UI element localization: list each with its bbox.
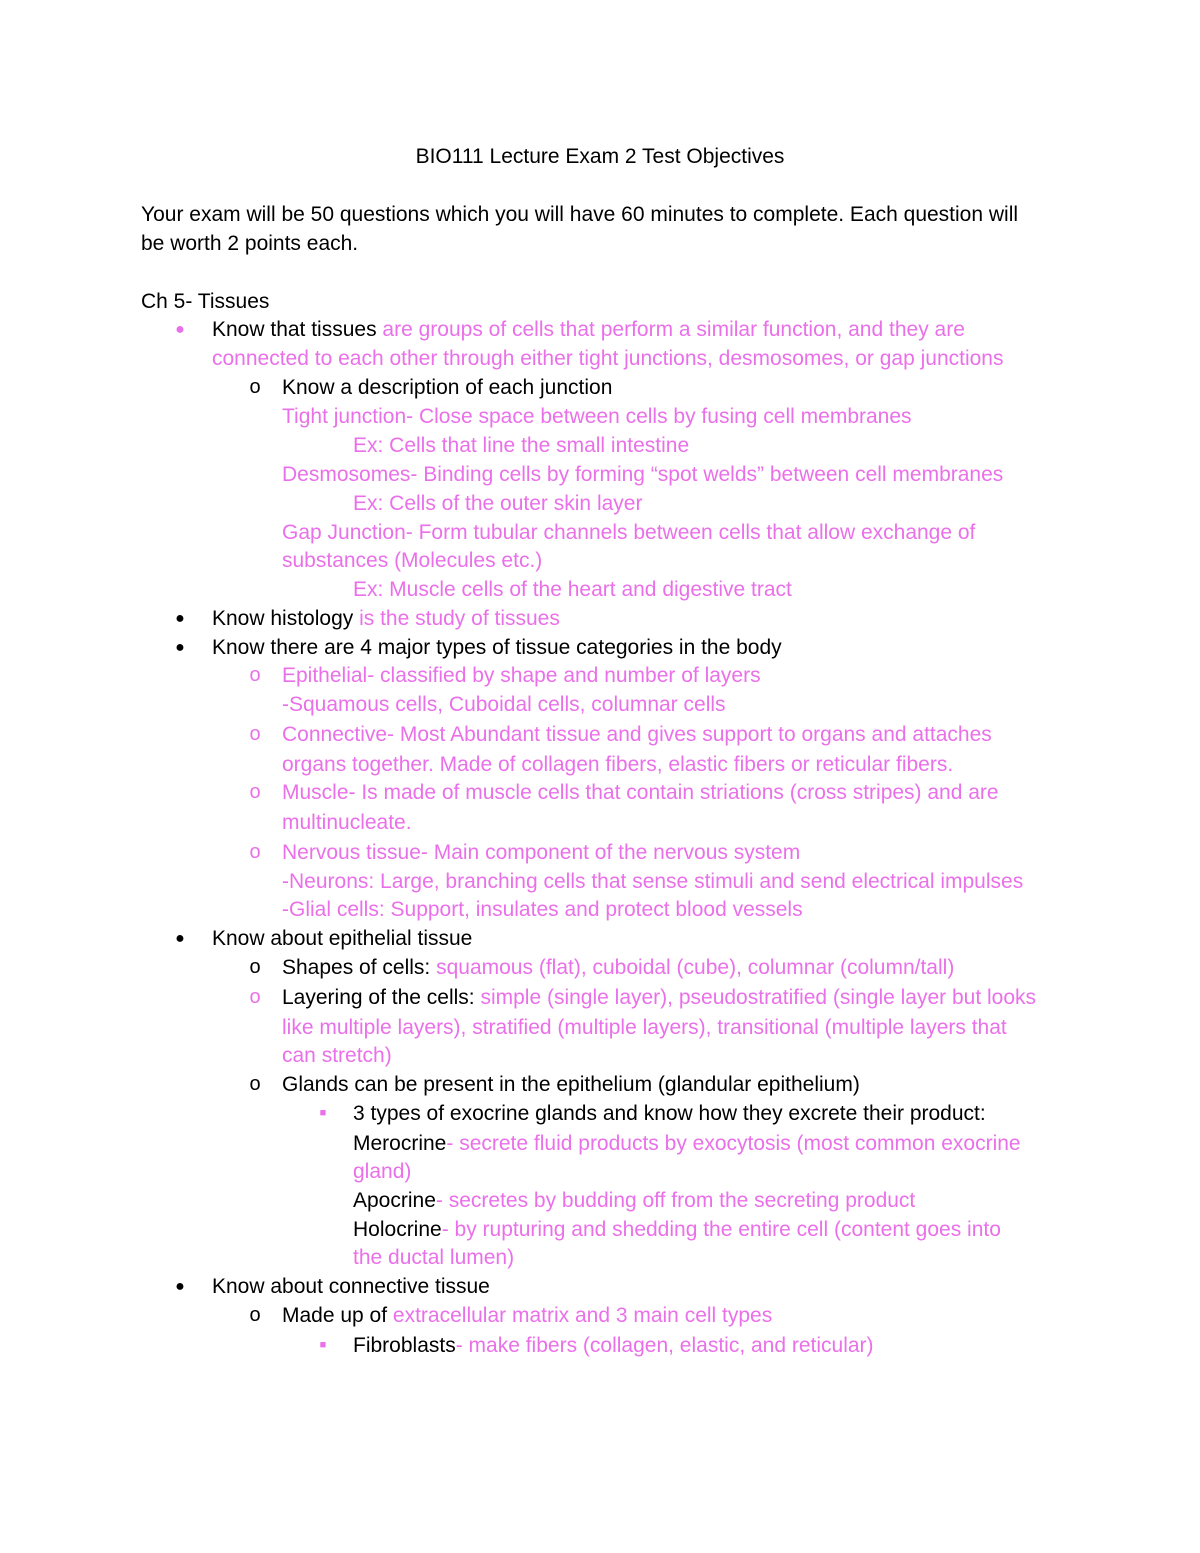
chapter-heading: Ch 5- Tissues — [141, 290, 270, 313]
nervous-line-2: -Neurons: Large, branching cells that sense stimuli and send electrical impulses — [282, 870, 1024, 893]
tissues-definition-text: are groups of cells that perform a similar function, and they are — [376, 318, 965, 341]
circle-bullet-icon: o — [249, 841, 261, 863]
gap-junction-example: Ex: Muscle cells of the heart and digestive tract — [353, 578, 792, 601]
muscle-line-2: multinucleate. — [282, 811, 412, 834]
document-title: BIO111 Lecture Exam 2 Test Objectives — [415, 145, 785, 168]
desmosomes: Desmosomes- Binding cells by forming “spot welds” between cell membranes — [282, 463, 1004, 486]
holocrine-line — [353, 1215, 1001, 1244]
tight-junction-example: Ex: Cells that line the small intestine — [353, 434, 690, 457]
connective-line-1: Connective- Most Abundant tissue and gives support to organs and attaches — [282, 723, 992, 746]
merocrine-definition: - secrete fluid products by exocytosis (most common exocrine — [446, 1132, 1021, 1155]
made-up-line — [282, 1301, 772, 1330]
merocrine-line — [353, 1129, 1021, 1158]
bullet-icon: ● — [175, 610, 185, 627]
circle-bullet-icon: o — [249, 1304, 261, 1326]
square-bullet-icon: ■ — [319, 1339, 327, 1351]
tissues-definition — [212, 315, 965, 344]
layering-line — [282, 983, 1036, 1012]
muscle-line-1: Muscle- Is made of muscle cells that contain striations (cross stripes) and are — [282, 781, 999, 804]
holocrine-line-2: the ductal lumen) — [353, 1246, 515, 1269]
tissues-definition-cont: connected to each other through either tight junctions, desmosomes, or gap junctions — [212, 347, 1004, 370]
histology-prefix: Know histology — [212, 607, 354, 630]
intro-line-2: be worth 2 points each. — [141, 232, 359, 255]
made-up-values: extracellular matrix and 3 main cell types — [387, 1304, 773, 1327]
epithelial-heading: Know about epithelial tissue — [212, 927, 473, 950]
made-up-label: Made up of — [282, 1304, 388, 1327]
connective-line-2: organs together. Made of collagen fibers, elastic fibers or reticular fibers. — [282, 753, 954, 776]
gap-junction-line-1: Gap Junction- Form tubular channels between cells that allow exchange of — [282, 521, 976, 544]
gap-junction-line-2: substances (Molecules etc.) — [282, 549, 543, 572]
layering-line-3: can stretch) — [282, 1044, 392, 1067]
circle-bullet-icon: o — [249, 1073, 261, 1095]
tissues-definition-prefix: Know that tissues — [212, 318, 377, 341]
merocrine-label: Merocrine — [353, 1132, 447, 1155]
nervous-line-1: Nervous tissue- Main component of the nervous system — [282, 841, 801, 864]
histology-line — [212, 604, 560, 633]
square-bullet-icon: ■ — [319, 1107, 327, 1119]
glands-line: Glands can be present in the epithelium (glandular epithelium) — [282, 1073, 860, 1096]
connective-heading: Know about connective tissue — [212, 1275, 490, 1298]
tight-junction: Tight junction- Close space between cells by fusing cell membranes — [282, 405, 912, 428]
circle-bullet-icon: o — [249, 664, 261, 686]
circle-bullet-icon: o — [249, 723, 261, 745]
fibroblasts-definition: - make fibers (collagen, elastic, and reticular) — [455, 1334, 874, 1357]
junction-prompt: Know a description of each junction — [282, 376, 613, 399]
circle-bullet-icon: o — [249, 956, 261, 978]
shapes-values: squamous (flat), cuboidal (cube), columnar (column/tall) — [430, 956, 955, 979]
merocrine-line-2: gland) — [353, 1160, 412, 1183]
holocrine-label: Holocrine — [353, 1218, 442, 1241]
bullet-icon: ● — [175, 639, 185, 656]
apocrine-label: Apocrine — [353, 1189, 436, 1212]
fibroblasts-line — [353, 1331, 874, 1360]
fibroblasts-label: Fibroblasts — [353, 1334, 456, 1357]
pink-bullet-icon: ● — [175, 321, 185, 338]
histology-definition: is the study of tissues — [353, 607, 560, 630]
shapes-label: Shapes of cells: — [282, 956, 431, 979]
circle-bullet-icon: o — [249, 986, 261, 1008]
exocrine-line: 3 types of exocrine glands and know how they excrete their product: — [353, 1102, 986, 1125]
shapes-line — [282, 953, 954, 982]
circle-bullet-icon: o — [249, 376, 261, 398]
nervous-line-3: -Glial cells: Support, insulates and protect blood vessels — [282, 898, 803, 921]
epithelial-line-1: Epithelial- classified by shape and number of layers — [282, 664, 761, 687]
layering-values: simple (single layer), pseudostratified (single layer but looks — [474, 986, 1037, 1009]
major-types-heading: Know there are 4 major types of tissue categories in the body — [212, 636, 782, 659]
apocrine-line — [353, 1186, 915, 1215]
bullet-icon: ● — [175, 930, 185, 947]
bullet-icon: ● — [175, 1278, 185, 1295]
circle-bullet-icon: o — [249, 781, 261, 803]
holocrine-definition: - by rupturing and shedding the entire cell (content goes into — [441, 1218, 1001, 1241]
layering-line-2: like multiple layers), stratified (multiple layers), transitional (multiple layers that — [282, 1016, 1007, 1039]
apocrine-definition: - secretes by budding off from the secreting product — [435, 1189, 916, 1212]
intro-line-1: Your exam will be 50 questions which you will have 60 minutes to complete. Each question will — [141, 203, 1019, 226]
layering-label: Layering of the cells: — [282, 986, 475, 1009]
epithelial-line-2: -Squamous cells, Cuboidal cells, columnar cells — [282, 693, 726, 716]
desmosomes-example: Ex: Cells of the outer skin layer — [353, 492, 643, 515]
